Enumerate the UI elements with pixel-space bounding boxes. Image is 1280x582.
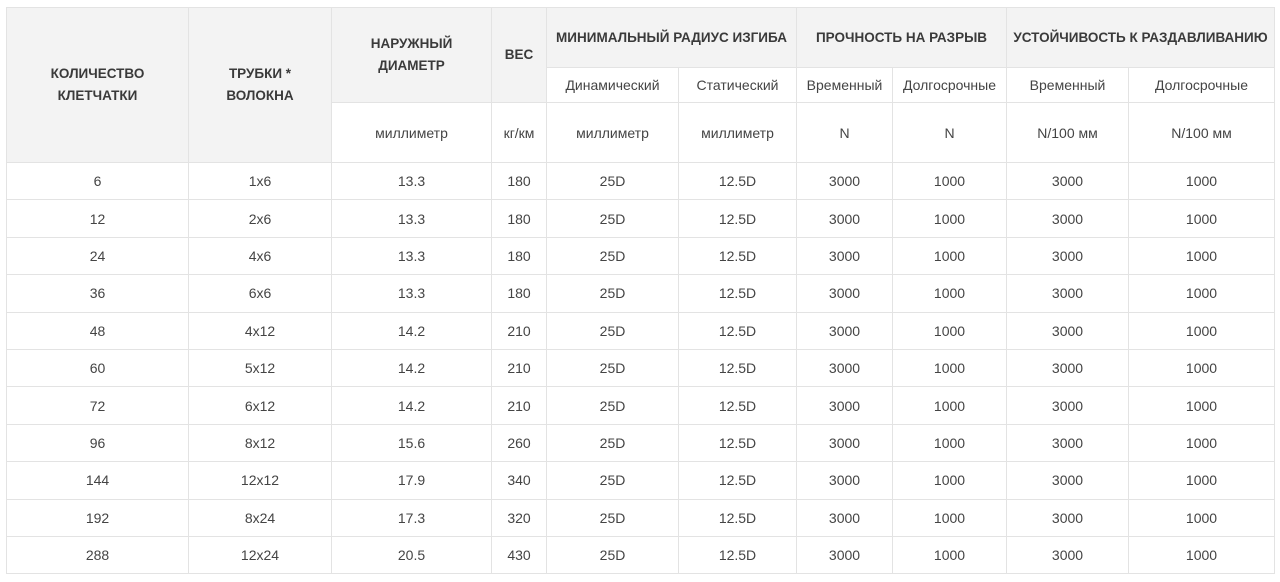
- cell-tubes-fibers: 4x6: [189, 237, 332, 274]
- cell-tensile-long: 1000: [893, 200, 1007, 237]
- cell-static-radius: 12.5D: [679, 349, 797, 386]
- cell-dynamic-radius: 25D: [547, 424, 679, 461]
- cell-outer-diameter: 13.3: [332, 237, 492, 274]
- cell-crush-long: 1000: [1129, 200, 1275, 237]
- cell-outer-diameter: 14.2: [332, 387, 492, 424]
- cell-dynamic-radius: 25D: [547, 237, 679, 274]
- cell-outer-diameter: 20.5: [332, 536, 492, 573]
- cell-crush-long: 1000: [1129, 163, 1275, 200]
- cell-tubes-fibers: 6x12: [189, 387, 332, 424]
- cell-tubes-fibers: 8x24: [189, 499, 332, 536]
- cell-fiber-count: 24: [7, 237, 189, 274]
- cell-static-radius: 12.5D: [679, 424, 797, 461]
- cell-fiber-count: 12: [7, 200, 189, 237]
- header-tensile-strength: ПРОЧНОСТЬ НА РАЗРЫВ: [797, 8, 1007, 68]
- cell-crush-short: 3000: [1007, 312, 1129, 349]
- table-row: [7, 349, 1275, 386]
- cell-outer-diameter: 14.2: [332, 349, 492, 386]
- cell-crush-short: 3000: [1007, 237, 1129, 274]
- cell-dynamic-radius: 25D: [547, 349, 679, 386]
- table-row: [7, 424, 1275, 461]
- cell-tubes-fibers: 12x24: [189, 536, 332, 573]
- cell-tensile-short: 3000: [797, 163, 893, 200]
- cell-tubes-fibers: 1x6: [189, 163, 332, 200]
- cell-crush-long: 1000: [1129, 499, 1275, 536]
- header-crush-resistance: УСТОЙЧИВОСТЬ К РАЗДАВЛИВАНИЮ: [1007, 8, 1275, 68]
- unit-static: миллиметр: [679, 103, 797, 163]
- cell-static-radius: 12.5D: [679, 387, 797, 424]
- unit-tensile-short: N: [797, 103, 893, 163]
- cell-dynamic-radius: 25D: [547, 163, 679, 200]
- cell-tensile-long: 1000: [893, 462, 1007, 499]
- cell-crush-long: 1000: [1129, 312, 1275, 349]
- unit-tensile-long: N: [893, 103, 1007, 163]
- cell-fiber-count: 60: [7, 349, 189, 386]
- cell-weight: 180: [492, 275, 547, 312]
- header-weight: ВЕС: [492, 8, 547, 103]
- cell-outer-diameter: 17.3: [332, 499, 492, 536]
- cell-static-radius: 12.5D: [679, 200, 797, 237]
- cell-crush-short: 3000: [1007, 462, 1129, 499]
- cell-fiber-count: 192: [7, 499, 189, 536]
- cell-fiber-count: 72: [7, 387, 189, 424]
- header-fiber-count: КОЛИЧЕСТВО КЛЕТЧАТКИ: [7, 8, 189, 163]
- cell-weight: 180: [492, 200, 547, 237]
- table-body: [7, 163, 1275, 574]
- cell-weight: 180: [492, 163, 547, 200]
- cell-tensile-short: 3000: [797, 275, 893, 312]
- cell-crush-short: 3000: [1007, 499, 1129, 536]
- cell-tensile-long: 1000: [893, 163, 1007, 200]
- header-min-bend-radius: МИНИМАЛЬНЫЙ РАДИУС ИЗГИБА: [547, 8, 797, 68]
- unit-outer-diameter: миллиметр: [332, 103, 492, 163]
- cell-tensile-long: 1000: [893, 536, 1007, 573]
- cell-tensile-short: 3000: [797, 424, 893, 461]
- table-row: [7, 499, 1275, 536]
- cell-tubes-fibers: 8x12: [189, 424, 332, 461]
- cell-crush-long: 1000: [1129, 424, 1275, 461]
- cell-crush-long: 1000: [1129, 536, 1275, 573]
- header-tubes-fibers: ТРУБКИ * ВОЛОКНА: [189, 8, 332, 163]
- cell-tubes-fibers: 2x6: [189, 200, 332, 237]
- cell-crush-short: 3000: [1007, 349, 1129, 386]
- table-row: [7, 163, 1275, 200]
- cell-weight: 210: [492, 312, 547, 349]
- cell-dynamic-radius: 25D: [547, 462, 679, 499]
- spec-table-container: [6, 7, 1274, 574]
- cell-crush-long: 1000: [1129, 237, 1275, 274]
- cell-static-radius: 12.5D: [679, 499, 797, 536]
- cell-dynamic-radius: 25D: [547, 499, 679, 536]
- cell-tensile-short: 3000: [797, 349, 893, 386]
- cell-outer-diameter: 13.3: [332, 200, 492, 237]
- unit-weight: кг/км: [492, 103, 547, 163]
- cell-outer-diameter: 13.3: [332, 275, 492, 312]
- table-header: [7, 8, 1275, 163]
- cell-dynamic-radius: 25D: [547, 312, 679, 349]
- cell-tensile-short: 3000: [797, 499, 893, 536]
- cell-outer-diameter: 13.3: [332, 163, 492, 200]
- cell-crush-short: 3000: [1007, 163, 1129, 200]
- cell-tubes-fibers: 6x6: [189, 275, 332, 312]
- cell-weight: 320: [492, 499, 547, 536]
- cell-fiber-count: 144: [7, 462, 189, 499]
- header-outer-diameter: НАРУЖНЫЙ ДИАМЕТР: [332, 8, 492, 103]
- cell-tensile-long: 1000: [893, 349, 1007, 386]
- cell-outer-diameter: 17.9: [332, 462, 492, 499]
- cell-tensile-short: 3000: [797, 312, 893, 349]
- cell-static-radius: 12.5D: [679, 462, 797, 499]
- cell-crush-long: 1000: [1129, 275, 1275, 312]
- table-row: [7, 462, 1275, 499]
- cell-static-radius: 12.5D: [679, 536, 797, 573]
- unit-crush-short: N/100 мм: [1007, 103, 1129, 163]
- cell-crush-short: 3000: [1007, 536, 1129, 573]
- subheader-crush-short: Временный: [1007, 68, 1129, 103]
- unit-dynamic: миллиметр: [547, 103, 679, 163]
- cell-weight: 430: [492, 536, 547, 573]
- cell-crush-long: 1000: [1129, 349, 1275, 386]
- cell-dynamic-radius: 25D: [547, 200, 679, 237]
- cell-tensile-long: 1000: [893, 424, 1007, 461]
- cell-weight: 210: [492, 387, 547, 424]
- cell-dynamic-radius: 25D: [547, 275, 679, 312]
- table-row: [7, 237, 1275, 274]
- cell-weight: 260: [492, 424, 547, 461]
- cell-tensile-short: 3000: [797, 536, 893, 573]
- cell-crush-short: 3000: [1007, 200, 1129, 237]
- cell-tensile-long: 1000: [893, 499, 1007, 536]
- cell-static-radius: 12.5D: [679, 163, 797, 200]
- table-row: [7, 536, 1275, 573]
- cell-dynamic-radius: 25D: [547, 536, 679, 573]
- unit-crush-long: N/100 мм: [1129, 103, 1275, 163]
- cell-tensile-short: 3000: [797, 237, 893, 274]
- subheader-tensile-long: Долгосрочные: [893, 68, 1007, 103]
- cell-outer-diameter: 15.6: [332, 424, 492, 461]
- cell-crush-short: 3000: [1007, 275, 1129, 312]
- cell-fiber-count: 48: [7, 312, 189, 349]
- table-row: [7, 387, 1275, 424]
- table-row: [7, 200, 1275, 237]
- cell-crush-short: 3000: [1007, 387, 1129, 424]
- cell-crush-long: 1000: [1129, 462, 1275, 499]
- cell-static-radius: 12.5D: [679, 275, 797, 312]
- cell-weight: 340: [492, 462, 547, 499]
- cell-fiber-count: 36: [7, 275, 189, 312]
- cell-tensile-short: 3000: [797, 200, 893, 237]
- cell-tubes-fibers: 4x12: [189, 312, 332, 349]
- cell-tubes-fibers: 5x12: [189, 349, 332, 386]
- cell-fiber-count: 6: [7, 163, 189, 200]
- cell-tensile-long: 1000: [893, 312, 1007, 349]
- cell-static-radius: 12.5D: [679, 237, 797, 274]
- cell-outer-diameter: 14.2: [332, 312, 492, 349]
- cell-weight: 180: [492, 237, 547, 274]
- table-row: [7, 312, 1275, 349]
- cell-tensile-short: 3000: [797, 387, 893, 424]
- cell-fiber-count: 96: [7, 424, 189, 461]
- cable-spec-table: [6, 7, 1275, 574]
- subheader-crush-long: Долгосрочные: [1129, 68, 1275, 103]
- cell-tensile-long: 1000: [893, 237, 1007, 274]
- cell-tensile-long: 1000: [893, 387, 1007, 424]
- table-row: [7, 275, 1275, 312]
- cell-fiber-count: 288: [7, 536, 189, 573]
- cell-crush-short: 3000: [1007, 424, 1129, 461]
- subheader-tensile-short: Временный: [797, 68, 893, 103]
- subheader-static: Статический: [679, 68, 797, 103]
- cell-tensile-long: 1000: [893, 275, 1007, 312]
- subheader-dynamic: Динамический: [547, 68, 679, 103]
- cell-dynamic-radius: 25D: [547, 387, 679, 424]
- cell-static-radius: 12.5D: [679, 312, 797, 349]
- cell-tensile-short: 3000: [797, 462, 893, 499]
- cell-crush-long: 1000: [1129, 387, 1275, 424]
- cell-tubes-fibers: 12x12: [189, 462, 332, 499]
- cell-weight: 210: [492, 349, 547, 386]
